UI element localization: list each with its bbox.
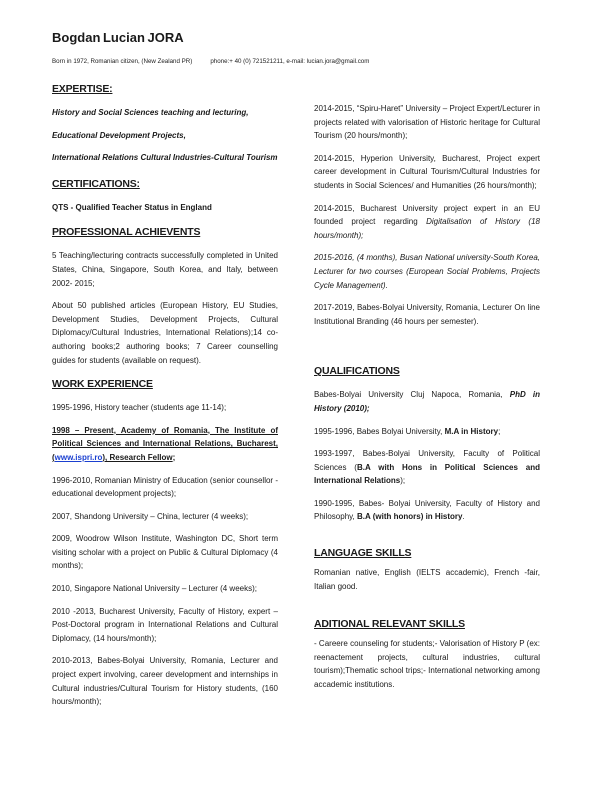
work-item-text: 1998 – Present, Academy of Romania, The Institute of Political Sciences and International Relations, Bucharest, (: [52, 425, 278, 462]
qualification-degree: B.A (with honors) in History: [357, 512, 463, 522]
work-item: 2010, Singapore National University – Lecturer (4 weeks);: [52, 584, 257, 594]
qualification-item: [314, 447, 540, 488]
expertise-heading: EXPERTISE:: [52, 83, 113, 95]
work-experience-heading: WORK EXPERIENCE: [52, 378, 153, 391]
qualification-text: );: [400, 476, 406, 486]
work-item: 2014-2015, Hyperion University, Bucharest, Project expert career development in Cultural Tourism/Cultural Industries for students in Social Sciences/ and Humanities (26 hours/month);: [314, 153, 540, 190]
qualification-text: ;: [498, 426, 501, 436]
work-item: [52, 424, 278, 465]
qualifications-heading: QUALIFICATIONS: [314, 365, 400, 378]
expertise-item: Educational Development Projects,: [52, 130, 186, 140]
qualification-item: [314, 425, 540, 439]
additional-skills-heading: ADITIONAL RELEVANT SKILLS: [314, 618, 465, 631]
language-skills-heading: LANGUAGE SKILLS: [314, 547, 412, 560]
qualifications-section: [314, 364, 540, 524]
qualification-text: 1993-1997, Babes-Bolyai University, Faculty of Political Sciences (: [314, 449, 540, 472]
qualification-item: [314, 497, 540, 524]
achievements-heading: PROFESSIONAL ACHIEVENTS: [52, 226, 201, 239]
additional-skills-section: [314, 617, 540, 691]
work-item: 2017-2019, Babes-Bolyai University, Romania, Lecturer On line Institutional Branding (46 hours per semester).: [314, 303, 540, 326]
certifications-heading: CERTIFICATIONS:: [52, 177, 140, 190]
achievement-item: About 50 published articles (European History, EU Studies, Development Studies, Development Projects, Cultural Diplomacy/Cultural Industries, International Relations);14 co-authoring books;2 authoring books; 7 Career counselling guides for students (available on request).: [52, 301, 278, 365]
personal-info: Born in 1972, Romanian citizen, (New Zealand PR): [52, 58, 193, 65]
work-item: 1995-1996, History teacher (students age 11-14);: [52, 403, 227, 413]
qualification-item: [314, 388, 540, 415]
work-item: 2010-2013, Babes-Bolyai University, Romania, Lecturer and project expert involving, career development and internships in Cultural industries/Cultural Tourism for History students, (160 hours/month);: [52, 656, 278, 707]
certifications-section: [52, 177, 278, 215]
language-skills-text: Romanian native, English (IELTS accademic), French -fair, Italian good.: [314, 568, 540, 591]
contact-line: [52, 58, 369, 65]
work-item: [314, 202, 540, 243]
additional-skills-text: - Careere counseling for students;- Valorisation of History P (ex: reenactement projects, cultural industries, cultural tourism);Thematic school trips;- International networking among accademic institutions.: [314, 639, 540, 690]
candidate-name: Bogdan Lucian JORA: [52, 30, 184, 45]
qualification-degree: PhD in History (2010);: [314, 390, 540, 413]
work-experience-section: [52, 377, 278, 709]
expertise-item: International Relations Cultural Industries-Cultural Tourism: [52, 153, 278, 163]
right-column: [314, 102, 540, 701]
achievement-item: 5 Teaching/lecturing contracts successfully completed in United States, China, Singapore, South Korea, and Italy, between 2002- 2015;: [52, 251, 278, 288]
qualification-degree: M.A in History: [444, 426, 499, 436]
language-skills-section: [314, 546, 540, 593]
expertise-item: History and Social Sciences teaching and lecturing,: [52, 108, 249, 117]
qualification-degree: B.A with Hons in Political Sciences and International Relations: [314, 462, 540, 486]
work-item: 1996-2010, Romanian Ministry of Education (senior counsellor - educational development projects);: [52, 475, 278, 499]
certification-item: QTS - Qualified Teacher Status in England: [52, 202, 212, 212]
work-item: 2014-2015, “Spiru-Haret” University – Project Expert/Lecturer in projects related with valorisation of Historic heritage for Cultural Tourism (20 hours/month);: [314, 104, 540, 141]
qualification-text: 1995-1996, Babes Bolyai University,: [314, 426, 445, 436]
achievements-section: [52, 225, 278, 367]
work-item: 2010 -2013, Bucharest University, Faculty of History, expert – Post-Doctoral program in International Relations and Cultural Diplomacy, (14 hours/month);: [52, 606, 278, 643]
work-item-text: ), Research Fellow: [102, 452, 173, 462]
work-item-text: ;: [172, 452, 176, 462]
work-item: 2007, Shandong University – China, lecturer (4 weeks);: [52, 511, 249, 521]
work-item: 2015-2016, (4 months), Busan National university-South Korea, Lecturer for two courses (European Social Problems, Projects Cycle Management).: [314, 253, 540, 290]
work-item-text: 2014-2015, Bucharest University project expert in an EU founded project regarding: [314, 203, 540, 227]
work-item: 2009, Woodrow Wilson Institute, Washington DC, Short term visiting scholar with a project on Public & Cultural Diplomacy (4 months);: [52, 534, 278, 571]
work-item-text: Digitalisation of History (18 hours/month);: [314, 217, 540, 240]
ispri-link[interactable]: www.ispri.ro: [54, 452, 103, 462]
qualification-text: Babes-Bolyai University Cluj Napoca, Romania,: [314, 390, 510, 400]
left-column: [52, 82, 278, 718]
qualification-text: .: [462, 512, 465, 522]
qualification-text: 1990-1995, Babes- Bolyai University, Faculty of History and Philosophy,: [314, 498, 540, 522]
expertise-section: [52, 82, 278, 165]
phone-email: phone:+ 40 (0) 721521211, e-mail: lucian.jora@gmail.com: [210, 58, 370, 65]
